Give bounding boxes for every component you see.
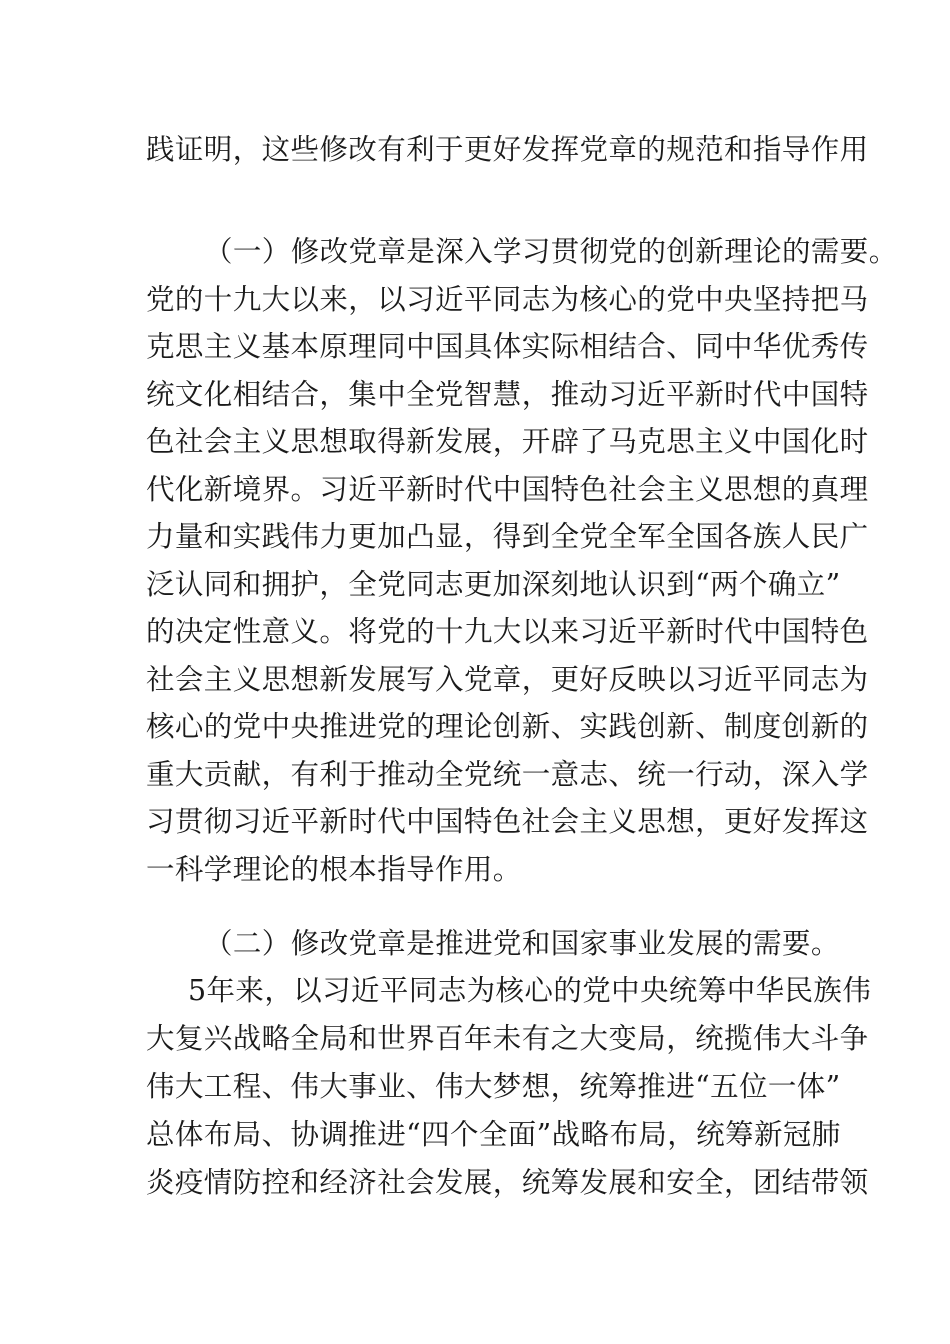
text-line-14: 习贯彻习近平新时代中国特色社会主义思想，更好发挥这 xyxy=(146,805,869,838)
text-line-5: 统文化相结合，集中全党智慧，推动习近平新时代中国特 xyxy=(146,378,869,411)
text-line-12: 核心的党中央推进党的理论创新、实践创新、制度创新的 xyxy=(146,710,869,743)
text-line-3: 党的十九大以来，以习近平同志为核心的党中央坚持把马 xyxy=(146,283,869,316)
text-line-20: 总体布局、协调推进“四个全面”战略布局，统筹新冠肺 xyxy=(146,1118,841,1151)
section-heading-2: （二）修改党章是推进党和国家事业发展的需要。 xyxy=(204,927,840,960)
text-line-9: 泛认同和拥护，全党同志更加深刻地认识到“两个确立” xyxy=(146,568,841,601)
text-line-11: 社会主义思想新发展写入党章，更好反映以习近平同志为 xyxy=(146,663,869,696)
text-line-17: 5年来，以习近平同志为核心的党中央统筹中华民族伟 xyxy=(188,974,872,1007)
text-line-19: 伟大工程、伟大事业、伟大梦想，统筹推进“五位一体” xyxy=(146,1070,841,1103)
text-line-21: 炎疫情防控和经济社会发展，统筹发展和安全，团结带领 xyxy=(146,1166,869,1199)
section-heading-1: （一）修改党章是深入学习贯彻党的创新理论的需要。 xyxy=(204,235,898,268)
text-line-15: 一科学理论的根本指导作用。 xyxy=(146,853,522,886)
text-line-7: 代化新境界。习近平新时代中国特色社会主义思想的真理 xyxy=(146,473,869,506)
text-line-10: 的决定性意义。将党的十九大以来习近平新时代中国特色 xyxy=(146,615,869,648)
text-line-13: 重大贡献，有利于推动全党统一意志、统一行动，深入学 xyxy=(146,758,869,791)
text-line-1: 践证明，这些修改有利于更好发挥党章的规范和指导作用 xyxy=(146,133,869,166)
text-line-6: 色社会主义思想取得新发展，开辟了马克思主义中国化时 xyxy=(146,425,869,458)
text-line-8: 力量和实践伟力更加凸显，得到全党全军全国各族人民广 xyxy=(146,520,869,553)
text-line-18: 大复兴战略全局和世界百年未有之大变局，统揽伟大斗争 xyxy=(146,1022,869,1055)
text-line-4: 克思主义基本原理同中国具体实际相结合、同中华优秀传 xyxy=(146,330,869,363)
